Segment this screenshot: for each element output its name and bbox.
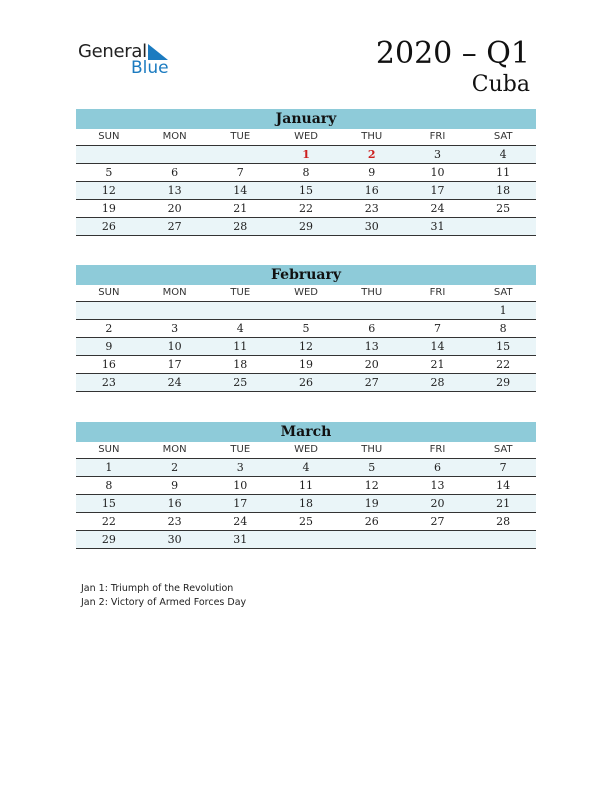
day-cell: 30 (167, 533, 182, 546)
day-cell: 10 (430, 166, 445, 179)
weekday-header-row (76, 285, 536, 302)
day-cell: 7 (499, 461, 507, 474)
day-cell: 29 (496, 376, 511, 389)
day-cell (339, 302, 405, 319)
week-row (76, 182, 536, 200)
day-cell: 19 (299, 358, 314, 371)
day-cell: 10 (167, 340, 182, 353)
weekday-label: MON (162, 131, 187, 142)
day-cell: 23 (167, 515, 182, 528)
day-cell: 25 (299, 515, 314, 528)
day-cell: 8 (499, 322, 507, 335)
day-cell: 12 (101, 184, 116, 197)
week-row (76, 374, 536, 392)
day-cell: 29 (101, 533, 116, 546)
week-row (76, 495, 536, 513)
day-cell (207, 146, 273, 163)
weekday-label: FRI (429, 444, 446, 455)
day-cell: 10 (233, 479, 248, 492)
day-cell: 27 (430, 515, 445, 528)
weekday-label: SAT (493, 131, 513, 142)
day-cell: 11 (299, 479, 314, 492)
month-february (76, 265, 536, 392)
day-cell: 25 (233, 376, 248, 389)
day-cell: 26 (101, 220, 116, 233)
weekday-label: SAT (493, 287, 513, 298)
day-cell: 18 (233, 358, 248, 371)
day-cell: 7 (236, 166, 244, 179)
week-row (76, 531, 536, 549)
day-cell: 6 (433, 461, 441, 474)
month-header: January (76, 109, 536, 129)
day-cell: 16 (167, 497, 182, 510)
weekday-label: FRI (429, 287, 446, 298)
month-header: March (76, 422, 536, 442)
holiday-day-cell: 2 (367, 148, 376, 161)
day-cell: 6 (368, 322, 376, 335)
day-cell: 30 (364, 220, 379, 233)
weekday-header-row (76, 442, 536, 459)
day-cell: 25 (496, 202, 511, 215)
day-cell (273, 531, 339, 548)
weekday-label: THU (361, 131, 383, 142)
day-cell: 27 (364, 376, 379, 389)
weekday-label: TUE (230, 444, 251, 455)
weekday-label: MON (162, 287, 187, 298)
day-cell: 24 (167, 376, 182, 389)
day-cell: 18 (299, 497, 314, 510)
day-cell: 4 (302, 461, 310, 474)
week-row (76, 146, 536, 164)
day-cell: 1 (105, 461, 113, 474)
weekday-label: WED (294, 287, 318, 298)
week-row (76, 218, 536, 236)
weekday-label: MON (162, 444, 187, 455)
day-cell: 14 (430, 340, 445, 353)
month-header: February (76, 265, 536, 285)
day-cell (339, 531, 405, 548)
day-cell: 21 (496, 497, 511, 510)
day-cell (142, 302, 208, 319)
weekday-label: THU (361, 287, 383, 298)
day-cell (405, 531, 471, 548)
week-row (76, 459, 536, 477)
week-row (76, 200, 536, 218)
holiday-notes (81, 582, 246, 610)
weekday-label: FRI (429, 131, 446, 142)
day-cell: 3 (171, 322, 179, 335)
day-cell: 22 (496, 358, 511, 371)
week-row (76, 477, 536, 495)
day-cell (207, 302, 273, 319)
day-cell: 19 (364, 497, 379, 510)
day-cell: 17 (167, 358, 182, 371)
day-cell: 18 (496, 184, 511, 197)
day-cell: 12 (299, 340, 314, 353)
day-cell: 17 (233, 497, 248, 510)
day-cell: 20 (167, 202, 182, 215)
day-cell: 28 (430, 376, 445, 389)
day-cell: 27 (167, 220, 182, 233)
day-cell: 15 (299, 184, 314, 197)
month-january (76, 109, 536, 236)
day-cell: 8 (105, 479, 113, 492)
month-march (76, 422, 536, 549)
weekday-label: THU (361, 444, 383, 455)
day-cell: 15 (496, 340, 511, 353)
day-cell: 14 (496, 479, 511, 492)
day-cell: 3 (433, 148, 441, 161)
day-cell: 3 (236, 461, 244, 474)
week-row (76, 320, 536, 338)
week-row (76, 164, 536, 182)
logo-word-general: General (78, 41, 147, 62)
weekday-label: SUN (98, 131, 120, 142)
day-cell: 13 (364, 340, 379, 353)
weekday-label: SAT (493, 444, 513, 455)
week-row (76, 356, 536, 374)
day-cell: 31 (233, 533, 248, 546)
day-cell: 6 (171, 166, 179, 179)
day-cell: 4 (499, 148, 507, 161)
day-cell: 24 (233, 515, 248, 528)
country-name: Cuba (471, 72, 530, 97)
weekday-label: SUN (98, 444, 120, 455)
day-cell: 1 (499, 304, 507, 317)
day-cell: 26 (299, 376, 314, 389)
day-cell (470, 531, 536, 548)
day-cell (76, 146, 142, 163)
day-cell: 14 (233, 184, 248, 197)
page-title: 2020 – Q1 (375, 36, 530, 71)
day-cell: 19 (101, 202, 116, 215)
day-cell: 7 (433, 322, 441, 335)
day-cell (76, 302, 142, 319)
week-row (76, 338, 536, 356)
day-cell (470, 218, 536, 235)
day-cell: 31 (430, 220, 445, 233)
day-cell: 21 (430, 358, 445, 371)
holiday-note: Jan 1: Triumph of the Revolution (81, 583, 234, 594)
day-cell: 13 (430, 479, 445, 492)
weekday-label: WED (294, 131, 318, 142)
logo-word-blue: Blue (131, 58, 169, 78)
day-cell: 9 (368, 166, 376, 179)
generalblue-logo (78, 40, 178, 80)
day-cell: 20 (430, 497, 445, 510)
day-cell: 28 (233, 220, 248, 233)
day-cell: 26 (364, 515, 379, 528)
day-cell: 2 (171, 461, 179, 474)
day-cell: 11 (496, 166, 511, 179)
day-cell: 11 (233, 340, 248, 353)
day-cell: 2 (105, 322, 113, 335)
day-cell: 23 (364, 202, 379, 215)
day-cell: 9 (171, 479, 179, 492)
weekday-label: TUE (230, 131, 251, 142)
day-cell: 4 (236, 322, 244, 335)
day-cell: 16 (101, 358, 116, 371)
weekday-label: WED (294, 444, 318, 455)
week-row (76, 302, 536, 320)
day-cell: 12 (364, 479, 379, 492)
day-cell: 5 (302, 322, 310, 335)
day-cell: 20 (364, 358, 379, 371)
day-cell (273, 302, 339, 319)
weekday-label: TUE (230, 287, 251, 298)
day-cell (142, 146, 208, 163)
day-cell: 5 (105, 166, 113, 179)
day-cell: 23 (101, 376, 116, 389)
day-cell: 24 (430, 202, 445, 215)
day-cell: 22 (299, 202, 314, 215)
day-cell (405, 302, 471, 319)
holiday-day-cell: 1 (302, 148, 310, 161)
week-row (76, 513, 536, 531)
day-cell: 8 (302, 166, 310, 179)
day-cell: 28 (496, 515, 511, 528)
day-cell: 21 (233, 202, 248, 215)
day-cell: 9 (105, 340, 113, 353)
weekday-label: SUN (98, 287, 120, 298)
day-cell: 15 (101, 497, 116, 510)
day-cell: 22 (101, 515, 116, 528)
day-cell: 13 (167, 184, 182, 197)
day-cell: 16 (364, 184, 379, 197)
day-cell: 17 (430, 184, 445, 197)
day-cell: 29 (299, 220, 314, 233)
holiday-note: Jan 2: Victory of Armed Forces Day (81, 597, 247, 608)
day-cell: 5 (368, 461, 376, 474)
weekday-header-row (76, 129, 536, 146)
